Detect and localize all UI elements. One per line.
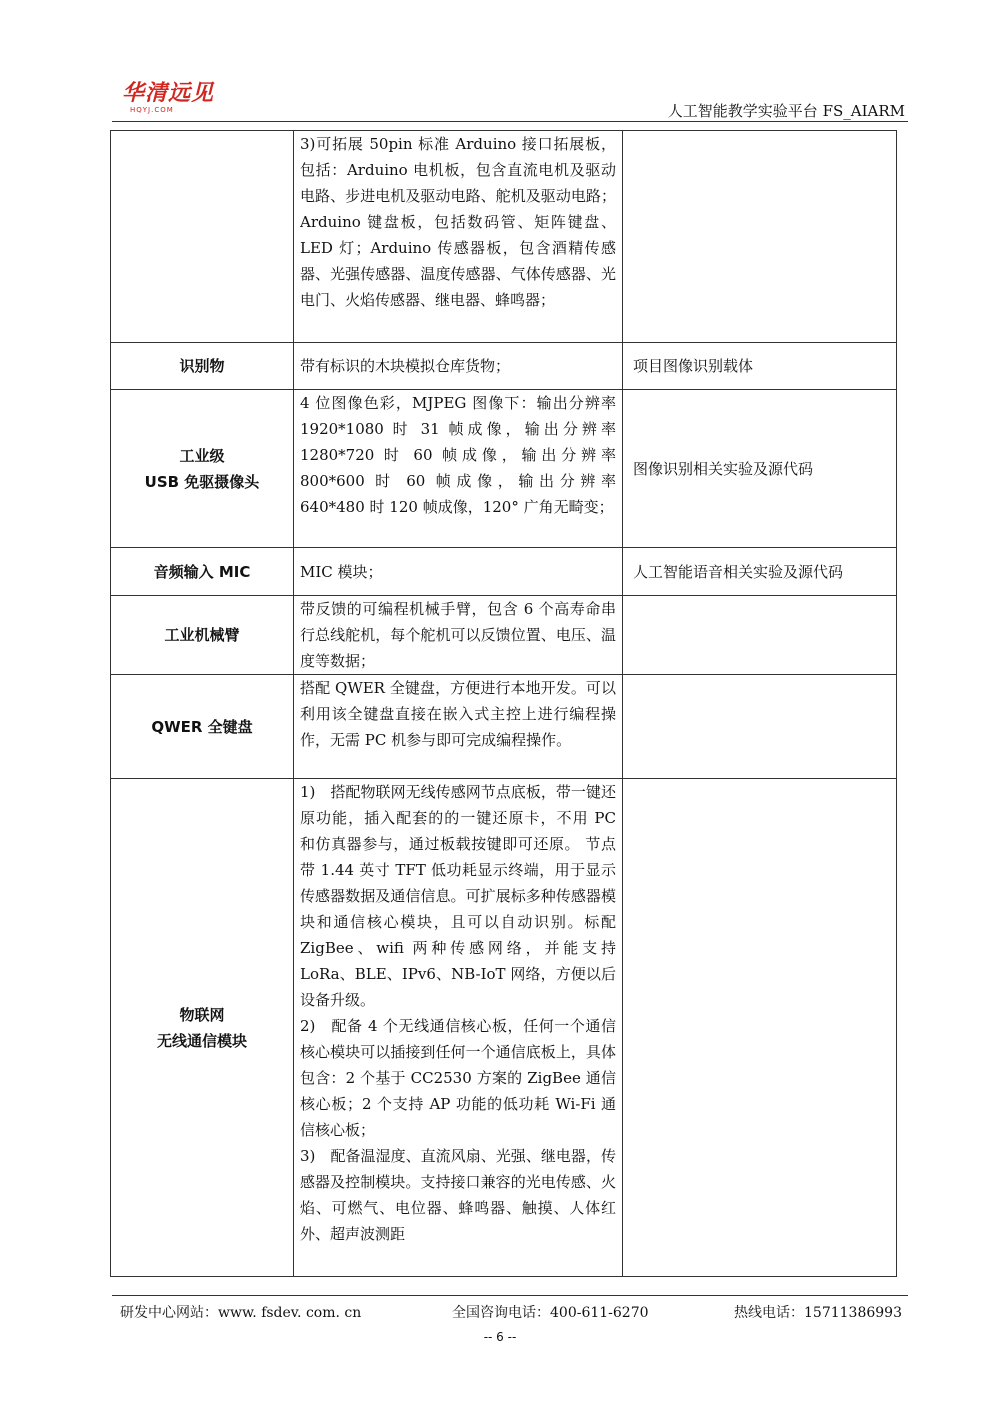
- item-name-cell: [111, 390, 294, 548]
- table-row: [111, 131, 897, 343]
- item-desc-cell: [294, 596, 623, 675]
- header-divider: [112, 121, 908, 122]
- footer-consult-phone: 全国咨询电话：400-611-6270: [452, 1305, 649, 1321]
- item-purpose-cell: 人工智能语音相关实验及源代码: [623, 548, 897, 596]
- item-name-cell: QWER 全键盘: [111, 675, 294, 779]
- item-name-cell: 音频输入 MIC: [111, 548, 294, 596]
- item-name-cell: [111, 779, 294, 1277]
- item-desc-cell: [294, 779, 623, 1277]
- desc-paragraph: 1) 搭配物联网无线传感网节点底板，带一键还原功能，插入配套的的一键还原卡，不用 PC 和仿真器参与，通过板载按键即可还原。 节点带 1.44 英寸 TFT 低功耗显示终端，用于显示传感器数据及通信信息。可扩展标多种传感器模块和通信核心模块，且可以自动识别。标配 ZigBee、wifi 两种传感网络，并能支持 LoRa、BLE、IPv6、NB-IoT 网络，方便以后设备升级。: [300, 783, 616, 1009]
- desc-paragraph: MIC 模块；: [300, 562, 383, 581]
- item-purpose-cell: [623, 596, 897, 675]
- item-purpose-cell: 项目图像识别载体: [623, 343, 897, 390]
- table-row: [111, 343, 897, 390]
- page-number: -- 6 --: [483, 1330, 517, 1344]
- desc-paragraph: 3) 配备温湿度、直流风扇、光强、继电器，传感器及控制模块。支持接口兼容的光电传感、火焰、可燃气、电位器、蜂鸣器、触摸、人体红外、超声波测距: [300, 1147, 616, 1243]
- item-name-line2: 无线通信模块: [156, 1031, 247, 1050]
- desc-paragraph: 搭配 QWER 全键盘，方便进行本地开发。可以利用该全键盘直接在嵌入式主控上进行编程操作，无需 PC 机参与即可完成编程操作。: [300, 679, 616, 749]
- item-desc-cell: [294, 390, 623, 548]
- desc-paragraph: 2) 配备 4 个无线通信核心板，任何一个通信核心模块可以插接到任何一个通信底板上，具体包含：2 个基于 CC2530 方案的 ZigBee 通信核心板；2 个支持 AP 功能的低功耗 Wi-Fi 通信核心板；: [300, 1017, 616, 1139]
- item-purpose-cell: [623, 675, 897, 779]
- footer-website: 研发中心网站：www. fsdev. com. cn: [120, 1305, 362, 1321]
- item-purpose-cell: 图像识别相关实验及源代码: [623, 390, 897, 548]
- item-name-cell: 识别物: [111, 343, 294, 390]
- logo-subtext: HQYJ.COM: [130, 106, 174, 114]
- item-desc-cell: [294, 343, 623, 390]
- table-row: [111, 548, 897, 596]
- table-row: [111, 675, 897, 779]
- item-name-line1: 工业级: [179, 446, 225, 465]
- table-row: [111, 390, 897, 548]
- item-name-cell: [111, 131, 294, 343]
- item-desc-cell: [294, 131, 623, 343]
- desc-paragraph: 带反馈的可编程机械手臂，包含 6 个高寿命串行总线舵机，每个舵机可以反馈位置、电压、温度等数据；: [300, 600, 616, 670]
- logo-text: 华清远见: [122, 81, 215, 106]
- item-purpose-cell: [623, 779, 897, 1277]
- company-logo: [122, 82, 232, 122]
- desc-paragraph: 3)可拓展 50pin 标准 Arduino 接口拓展板，包括：Arduino 电机板，包含直流电机及驱动电路、步进电机及驱动电路、舵机及驱动电路；Arduino 键盘板，包括数码管、矩阵键盘、LED 灯；Arduino 传感器板，包含酒精传感器、光强传感器、温度传感器、气体传感器、光电门、火焰传感器、继电器、蜂鸣器；: [300, 135, 616, 309]
- item-name-line1: 物联网: [179, 1005, 225, 1024]
- item-name-line2: USB 免驱摄像头: [144, 472, 260, 491]
- table-row: [111, 779, 897, 1277]
- spec-table: [110, 130, 897, 1277]
- table-row: [111, 596, 897, 675]
- item-name-cell: 工业机械臂: [111, 596, 294, 675]
- item-desc-cell: [294, 548, 623, 596]
- desc-paragraph: 4 位图像色彩，MJPEG 图像下：输出分辨率 1920*1080 时 31 帧成像，输出分辨率 1280*720 时 60 帧成像，输出分辨率 800*600 时 60 帧成像，输出分辨率 640*480 时 120 帧成像，120° 广角无畸变；: [300, 394, 616, 516]
- item-desc-cell: [294, 675, 623, 779]
- footer-divider: [112, 1295, 908, 1296]
- desc-paragraph: 带有标识的木块模拟仓库货物；: [300, 357, 511, 375]
- header-title: 人工智能教学实验平台 FS_AIARM: [667, 102, 905, 120]
- footer-hotline: 热线电话：15711386993: [734, 1305, 902, 1321]
- item-purpose-cell: [623, 131, 897, 343]
